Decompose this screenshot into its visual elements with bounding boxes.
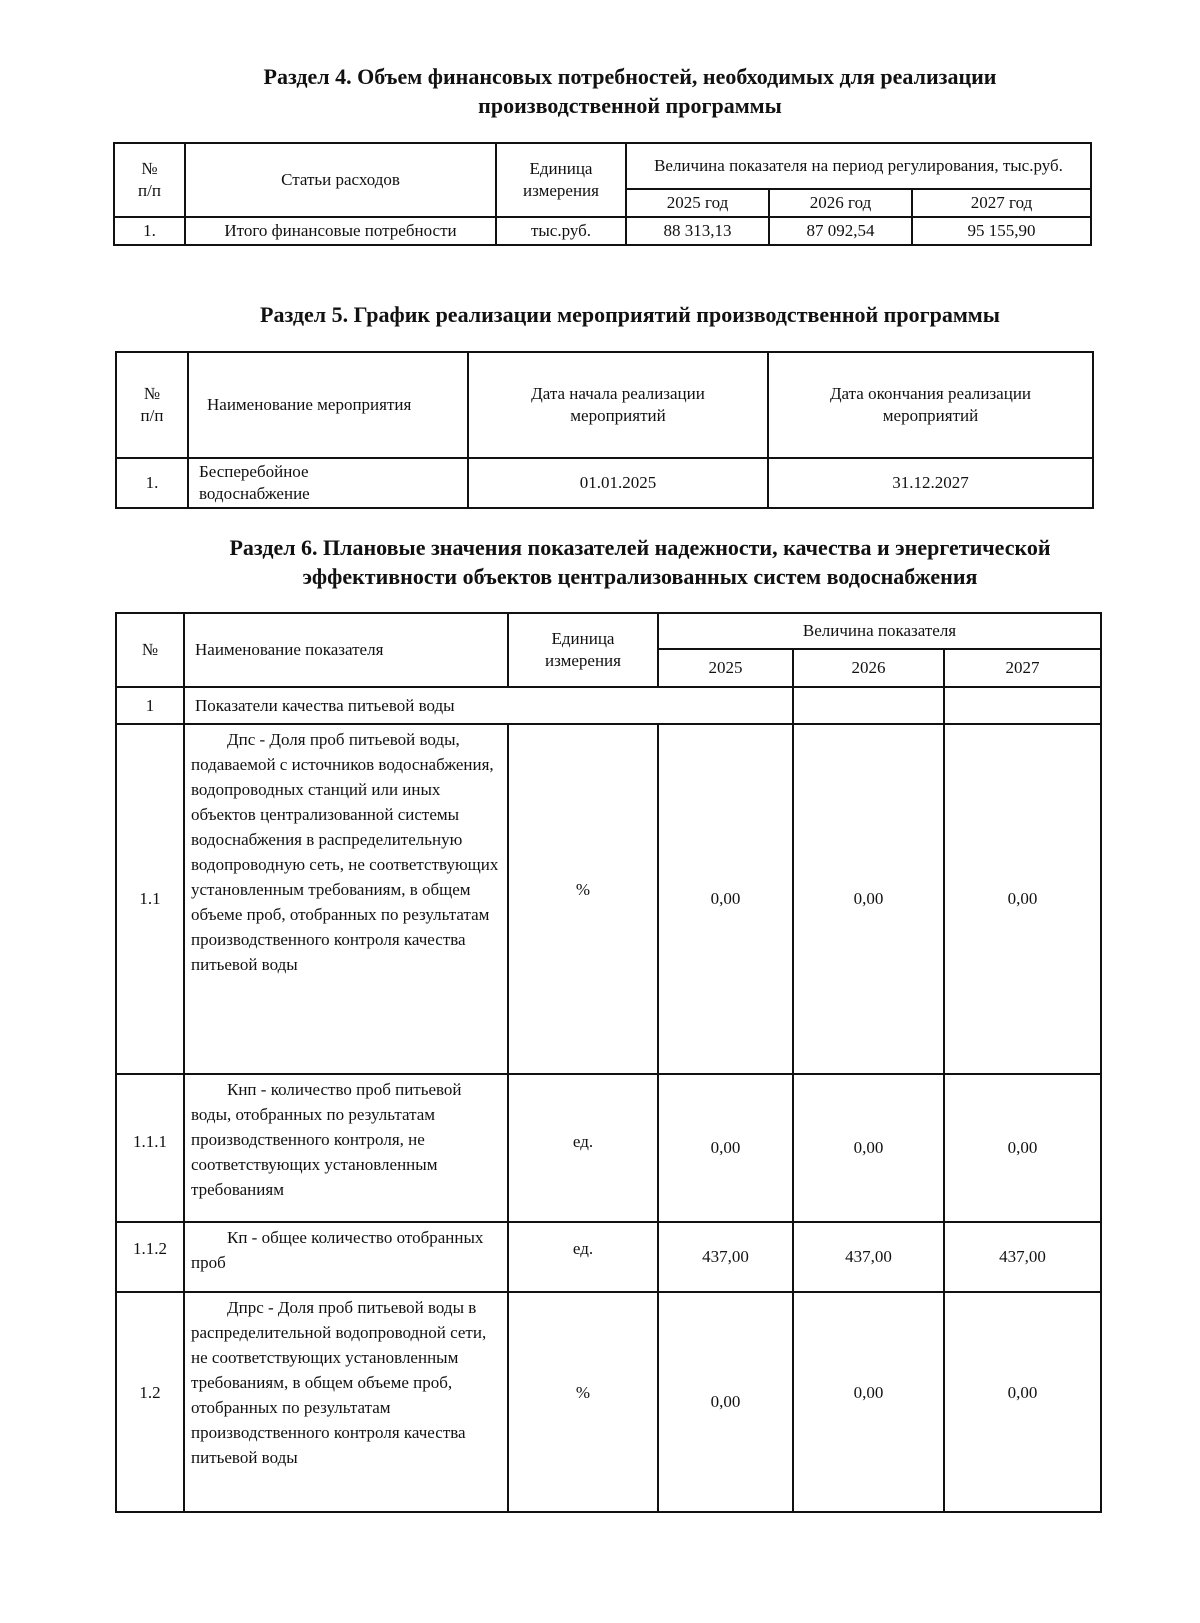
- row-indicator-text: Дпс - Доля проб питьевой воды, подаваемой с источников водоснабжения, водопроводных станций или иных объектов централизованной системы водоснабжения в распределительную водопроводную сеть, не соответствующих установленным требованиям, в общем объеме проб, отобранных по результатам производственного контроля качества питьевой воды: [191, 730, 499, 974]
- group-name: Показатели качества питьевой воды: [184, 687, 793, 724]
- table-row: [114, 217, 1091, 245]
- section6-title-line2: эффективности объектов централизованных систем водоснабжения: [302, 564, 978, 589]
- row-expense-item: Итого финансовые потребности: [185, 217, 496, 245]
- row-num: 1.2: [116, 1292, 184, 1512]
- section4-title: [130, 62, 1130, 120]
- row-num: 1.: [114, 217, 185, 245]
- row-value-2026: 0,00: [793, 724, 944, 1074]
- row-value-2027: 95 155,90: [912, 217, 1091, 245]
- section5-title: Раздел 5. График реализации мероприятий производственной программы: [260, 302, 1000, 327]
- row-value-2027: 0,00: [944, 724, 1101, 1074]
- row-unit: тыс.руб.: [496, 217, 626, 245]
- financial-needs-table: [113, 142, 1092, 246]
- header-num: № п/п: [114, 143, 185, 217]
- table-row: [116, 458, 1093, 508]
- row-unit: ед.: [508, 1222, 658, 1292]
- row-indicator-name: [184, 1074, 508, 1222]
- row-value-2025: 0,00: [658, 724, 793, 1074]
- row-unit: ед.: [508, 1074, 658, 1222]
- section4-title-line2: производственной программы: [478, 93, 782, 118]
- row-num: 1.1.1: [116, 1074, 184, 1222]
- row-indicator-name: [184, 1222, 508, 1292]
- row-value-2026: 87 092,54: [769, 217, 912, 245]
- row-value-2026: 0,00: [793, 1074, 944, 1222]
- header-year-2025: 2025: [658, 649, 793, 687]
- row-value-2025: 437,00: [658, 1222, 793, 1292]
- row-num: 1.1: [116, 724, 184, 1074]
- row-value-2025: 88 313,13: [626, 217, 769, 245]
- group-empty-2027: [944, 687, 1101, 724]
- header-year-2027: 2027 год: [912, 189, 1091, 217]
- table-row: [116, 724, 1101, 1074]
- row-value-2027: 0,00: [944, 1292, 1101, 1512]
- header-num: №: [116, 613, 184, 687]
- header-num: № п/п: [116, 352, 188, 458]
- schedule-table: [115, 351, 1094, 509]
- header-year-2027: 2027: [944, 649, 1101, 687]
- header-indicator-name: Наименование показателя: [184, 613, 508, 687]
- header-start-date: Дата начала реализации мероприятий: [468, 352, 768, 458]
- row-indicator-name: [184, 724, 508, 1074]
- row-value-2026: 0,00: [793, 1292, 944, 1512]
- header-year-2026: 2026 год: [769, 189, 912, 217]
- header-year-2025: 2025 год: [626, 189, 769, 217]
- row-value-2027: 0,00: [944, 1074, 1101, 1222]
- row-unit: %: [508, 724, 658, 1074]
- header-expense-item: Статьи расходов: [185, 143, 496, 217]
- row-end-date: 31.12.2027: [768, 458, 1093, 508]
- row-indicator-text: Кп - общее количество отобранных проб: [191, 1228, 484, 1272]
- header-period-value: Величина показателя на период регулирования, тыс.руб.: [626, 143, 1091, 189]
- row-value-2025: 0,00: [658, 1074, 793, 1222]
- table-row: [116, 1292, 1101, 1512]
- section6-title: [110, 533, 1170, 591]
- row-value-2026: 437,00: [793, 1222, 944, 1292]
- section6-title-line1: Раздел 6. Плановые значения показателей надежности, качества и энергетической: [229, 535, 1051, 560]
- header-unit: Единица измерения: [508, 613, 658, 687]
- header-indicator-value: Величина показателя: [658, 613, 1101, 649]
- row-num: 1.: [116, 458, 188, 508]
- row-indicator-name: [184, 1292, 508, 1512]
- header-activity-name: Наименование мероприятия: [188, 352, 468, 458]
- indicators-table: [115, 612, 1102, 1513]
- header-year-2026: 2026: [793, 649, 944, 687]
- group-empty-2026: [793, 687, 944, 724]
- row-activity-name: Бесперебойное водоснабжение: [188, 458, 468, 508]
- row-indicator-text: Кнп - количество проб питьевой воды, отобранных по результатам производственного контроля, не соответствующих установленным требованиям: [191, 1080, 462, 1199]
- group-row: [116, 687, 1101, 724]
- table-row: [116, 1074, 1101, 1222]
- row-start-date: 01.01.2025: [468, 458, 768, 508]
- row-indicator-text: Дпрс - Доля проб питьевой воды в распределительной водопроводной сети, не соответствующих установленным требованиям, в общем объеме проб, отобранных по результатам производственного контроля качества питьевой воды: [191, 1298, 487, 1467]
- section4-title-line1: Раздел 4. Объем финансовых потребностей, необходимых для реализации: [263, 64, 997, 89]
- header-end-date: Дата окончания реализации мероприятий: [768, 352, 1093, 458]
- row-value-2027: 437,00: [944, 1222, 1101, 1292]
- row-num: 1.1.2: [116, 1222, 184, 1292]
- group-num: 1: [116, 687, 184, 724]
- row-value-2025: 0,00: [658, 1292, 793, 1512]
- header-unit: Единица измерения: [496, 143, 626, 217]
- row-unit: %: [508, 1292, 658, 1512]
- table-row: [116, 1222, 1101, 1292]
